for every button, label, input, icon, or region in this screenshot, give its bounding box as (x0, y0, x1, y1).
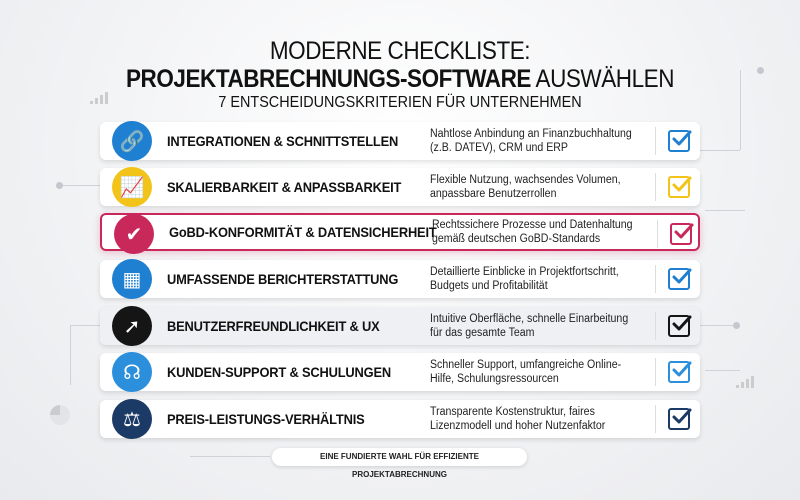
checkbox[interactable] (668, 176, 690, 198)
subtitle: 7 ENTSCHEIDUNGSKRITERIEN FÜR UNTERNEHMEN (218, 94, 582, 111)
criteria-title: BENUTZERFREUNDLICHKEIT & UX (167, 318, 380, 334)
title-line-1: MODERNE CHECKLISTE: (269, 37, 531, 65)
criteria-description: Detaillierte Einblicke in Projektfortschritt, Budgets und Profitabilität (430, 266, 619, 292)
title-regular: AUSWÄHLEN (535, 65, 675, 93)
divider (655, 312, 656, 340)
growth-chart-icon: 📈 (112, 167, 152, 207)
connector-line (705, 210, 745, 211)
criteria-title: UMFASSENDE BERICHTERSTATTUNG (167, 271, 399, 287)
criteria-row (100, 260, 700, 298)
connector-line (70, 325, 100, 326)
check-icon (671, 267, 693, 287)
bar-chart-deco-icon (736, 376, 754, 388)
criteria-description: Rechtssichere Prozesse und Datenhaltung gemäß deutschen GoBD-Standards (432, 219, 633, 245)
headset-agent-icon: ☊ (112, 352, 152, 392)
divider (655, 265, 656, 293)
balance-scale-icon: ⚖ (112, 399, 152, 439)
criteria-description: Schneller Support, umfangreiche Online-Hilfe, Schulungsressourcen (430, 359, 622, 385)
connector-line (700, 150, 740, 151)
footer-tagline: EINE FUNDIERTE WAHL FÜR EFFIZIENTE PROJEKTABRECHNUNG (272, 448, 527, 466)
divider (655, 173, 656, 201)
connector-dot (56, 182, 63, 189)
connector-line (60, 185, 100, 186)
checkbox[interactable] (668, 130, 690, 152)
bar-chart-deco-icon (90, 92, 108, 104)
check-icon (673, 222, 695, 242)
checkbox[interactable] (668, 315, 690, 337)
pie-chart-deco-icon (50, 405, 70, 425)
checkbox[interactable] (670, 223, 692, 245)
criteria-row (100, 400, 700, 438)
criteria-description: Nahtlose Anbindung an Finanzbuchhaltung (z.B. DATEV), CRM und ERP (430, 128, 632, 154)
connector-line (740, 70, 741, 150)
divider (655, 358, 656, 386)
connector-line (70, 325, 71, 385)
title-line-2 (40, 65, 760, 93)
criteria-row (100, 122, 700, 160)
criteria-title: KUNDEN-SUPPORT & SCHULUNGEN (167, 364, 392, 380)
connector-dot (733, 322, 740, 329)
check-icon (671, 407, 693, 427)
connector-line (700, 325, 735, 326)
criteria-row (100, 353, 700, 391)
divider (655, 405, 656, 433)
criteria-title: GoBD-KONFORMITÄT & DATENSICHERHEIT (169, 224, 437, 240)
criteria-row (100, 168, 700, 206)
criteria-row (100, 307, 700, 345)
cursor-window-icon: ➚ (112, 306, 152, 346)
checkbox[interactable] (668, 268, 690, 290)
report-dashboard-icon: ▦ (112, 259, 152, 299)
criteria-title: SKALIERBARKEIT & ANPASSBARKEIT (167, 179, 402, 195)
shield-check-icon: ✔ (114, 214, 154, 254)
divider (657, 220, 658, 248)
checkbox[interactable] (668, 408, 690, 430)
criteria-title: PREIS-LEISTUNGS-VERHÄLTNIS (167, 411, 365, 427)
connector-line (705, 370, 740, 371)
check-icon (671, 314, 693, 334)
plug-link-icon: 🔗 (112, 121, 152, 161)
title-bold: PROJEKTABRECHNUNGS-SOFTWARE (125, 65, 531, 93)
check-icon (671, 175, 693, 195)
divider (655, 127, 656, 155)
checkbox[interactable] (668, 361, 690, 383)
check-icon (671, 129, 693, 149)
criteria-row (100, 213, 700, 251)
connector-line (190, 456, 270, 457)
connector-dot (757, 67, 764, 74)
criteria-description: Flexible Nutzung, wachsendes Volumen, anpassbare Benutzerrollen (430, 174, 621, 200)
check-icon (671, 360, 693, 380)
header (0, 38, 800, 113)
criteria-title: INTEGRATIONEN & SCHNITTSTELLEN (167, 133, 399, 149)
criteria-description: Intuitive Oberfläche, schnelle Einarbeitung für das gesamte Team (430, 313, 629, 339)
criteria-description: Transparente Kostenstruktur, faires Lizenzmodell und hoher Nutzenfaktor (430, 406, 606, 432)
